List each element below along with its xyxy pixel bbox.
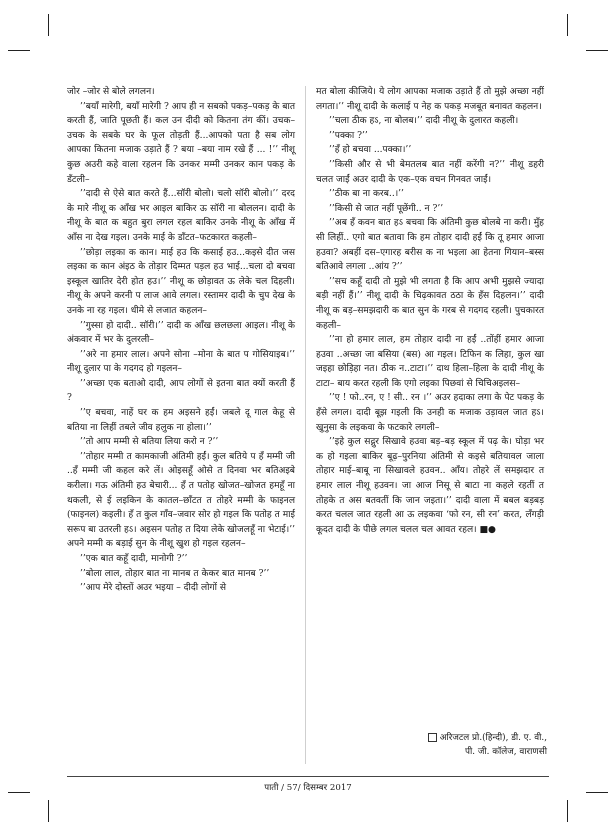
paragraph <box>67 348 295 377</box>
paragraph <box>316 187 544 202</box>
paragraph <box>316 129 544 144</box>
signature-line-2: पी. जी. कॉलेज, वाराणसी <box>464 747 547 757</box>
paragraph-text: ’’बोला लाल, तोहार बात ना मानब त केकर बात मानब ?’’ <box>80 568 270 579</box>
crop-mark <box>8 50 30 51</box>
crop-mark <box>48 800 49 822</box>
paragraph <box>67 567 295 582</box>
paragraph <box>316 158 544 187</box>
paragraph <box>316 391 544 435</box>
right-column <box>316 85 544 537</box>
paragraph <box>316 114 544 129</box>
paragraph-text: ’’ए ! फो..रन, ए ! सी.. रन ।’’ अउर हदाका लगा के पेट पकड़ के हँसे लगल। दादी बूझ गइली कि उनही क मजाक उड़ावल जात हऽ। खुनुसा के लइकवा के फटकारे लगली– <box>316 393 544 433</box>
paragraph-text: ’’हँ हो बचवा ...पक्का।’’ <box>329 145 412 156</box>
paragraph-text: ’’ठीक बा ना करब..।’’ <box>329 189 404 200</box>
paragraph-text: ’’चला ठीक हऽ, ना बोलब।’’ दादी नीशू के दुलारत कहली। <box>329 116 519 127</box>
column-divider <box>305 86 306 764</box>
paragraph-text: ’’गुस्सा हो दादी.. सॉरी।’’ दादी क आँख छलछला आइल। नीशू के अंकवार में भर के दुलरली– <box>67 320 295 346</box>
left-column <box>67 85 295 596</box>
paragraph <box>67 552 295 567</box>
signature-affiliation: अरिजटल प्रो.(हिन्दी), डी. ए. वी., <box>439 733 547 743</box>
paragraph <box>67 581 295 596</box>
paragraph-text: ’’किसी से जात नहीं पूछेंगी.. न ?’’ <box>329 203 444 214</box>
paragraph <box>316 202 544 217</box>
paragraph-text: ’’बयाँ मारेगी, बयाँ मारेगी ? आप ही न सबको पकड़–पकड़ के बात करती हैं, जाति पूछती हैं। कल उन दीदी को कितना तंग कीं। उचक–उचक के सबके घर के फूल तोड़ती हैं...आपको पता है सब लोग आपका कितना मजाक उड़ाते हैं ? बया –बया नाम रखे हैं ... !’’ नीशू कुछ अउरी कहे वाला रहलन कि उनकर मम्मी उनकर कान पकड़ के डँटली– <box>67 101 295 185</box>
paragraph-text: ’’अब हँ कवन बात हऽ बचवा कि अंतिमी कुछ बोलबे ना करी। मुँह सी लिहीं.. एगो बात बतावा कि हम तोहार दादी हईं कि तू हमार आजा हउवा? अबहीं दस–एगारह बरीस क ना भइला आ हेतना गियान–बस्स बतिआवे लगला ..आंय ?’’ <box>316 218 544 273</box>
paragraph-text: ’’अरे ना हमार लाल। अपने सोना –मोना के बात प गोसियाइब।’’ नीशू दुलार पा के गदगद हो गइलन– <box>67 349 295 375</box>
paragraph <box>67 187 295 245</box>
end-mark-icon: ■● <box>479 523 496 535</box>
paragraph <box>67 85 295 100</box>
paragraph-text: ’’छोड़ा लइका क कान। माई हउ कि कसाई हउ...कइसे दीत जस लइका क कान अंइठ के तोड़ार दिम्मत पड़ल हउ भाई...चला दो बचवा इस्कूल खातिर देरी होत हउ।’’ नीशू क छोड़ावत ऊ लेके चल दिहली। नीशू के अपने करनी प लाज आवे लगल। रस्तामर दादी के चुप देख के उनके ना रह गइल। धीमे से लजात कहलन– <box>67 247 295 316</box>
paragraph-text: ’’पक्का ?’’ <box>329 130 368 141</box>
paragraph-text: मत बोला कीजिये। ये लोग आपका मजाक उड़ाते हैं तो मुझे अच्छा नहीं लगता।’’ नीशू दादी के कलाई प नेह क पकड़ मजबूत बनावत कहलन। <box>316 87 544 112</box>
paragraph <box>316 143 544 158</box>
paragraph-text: जोर –जोर से बोले लगलन। <box>67 87 155 97</box>
author-signature <box>397 731 547 759</box>
paragraph <box>316 435 544 537</box>
paragraph-text: ’’सच कहूँ दादी तो मुझे भी लगता है कि आप अभी मुझसे ज्यादा बड़ी नहीं हैं।’’ नीशू दादी के चिढ़कावत ठठा के हँस दिहलन।’’ दादी नीशू क बड़–समझदारी क बात सुन के गरब से गदगद रहली। पुचकारत कहली– <box>316 276 544 331</box>
paragraph-text: ’’एक बात कहूँ दादी, मानोगी ?’’ <box>80 554 188 564</box>
paragraph <box>316 85 544 114</box>
paragraph <box>67 406 295 435</box>
paragraph <box>67 377 295 406</box>
paragraph-text: ’’ना हो हमार लाल, हम तोहार दादी ना हईं ..तोंहीं हमार आजा हउवा ..अच्छा जा बसिया (बस) आ गइल। टिफिन क लिहा, कुल खा जइहा छोड़िहा नत। ठीक न..टाटा।’’ दाथ हिला–हिला के दादी नीशू के टाटा– बाय करत रहली कि एगो लइका पिछवां से चिचिअइलस– <box>316 335 544 389</box>
signature-line-1 <box>397 731 547 745</box>
paragraph <box>316 275 544 333</box>
paragraph <box>316 216 544 274</box>
paragraph-text: ’’अच्छा एक बताओ दादी, आप लोगों से इतना बात क्यों करती हैं ? <box>67 378 295 404</box>
paragraph-text: ’’ए बचवा, नाहें घर क हम अइसने हईं। जबले दू गाल केहू से बतिया ना लिहीं तबले जीव हलुक ना होला।’’ <box>67 408 295 433</box>
paragraph-text: ’’तो आप मम्मी से बतिया लिया करो न ?’’ <box>80 437 219 448</box>
paragraph <box>67 246 295 319</box>
paragraph-text: ’’आप मेरे दोस्तों अउर भइया – दीदी लोगों से <box>80 583 226 594</box>
paragraph-text: ’’किसी और से भी बेमतलब बात नहीं करेंगी न?’’ नीशू डहरी चलत जाईं अउर दादी के एक–एक वचन गिनवत जाईं। <box>316 159 544 185</box>
paragraph <box>67 450 295 552</box>
paragraph <box>67 100 295 188</box>
paragraph <box>67 319 295 348</box>
square-bullet-icon <box>428 733 437 742</box>
page-footer: पाती / 57/ दिसम्बर 2017 <box>264 783 352 793</box>
paragraph-text: ’’तोहार मम्मी त कामकाजी अंतिमी हईं। कुल बतिये प हँ मम्मी जी ..हँ मम्मी जी कहल करे लें। ओइसहूँ ओसे त दिनवा भर बतिअइबे करीला। गऊ अंतिमी हउ बेचारी... हँ त पतोह खोजत–खोजत हमहूँ ना थकली, से ई लइकिन के कातल–छाँटत त तोहरे मम्मी के फाइनल (फाइनल) कइली। हँ त कुल गाँव–जवार सोर हो गइल कि पतोह त माई सरूप बा उतरली हऽ। अइसन पतोह त दिया लेके खोजलहूँ ना भेटाई।’’ अपने मम्मी क बड़ाई सुन के नीशू खुश हो गइल रहलन– <box>67 451 295 550</box>
footer-rule <box>67 776 549 777</box>
crop-mark <box>586 50 608 51</box>
paragraph <box>67 435 295 450</box>
crop-mark <box>567 14 568 36</box>
paragraph <box>316 333 544 391</box>
paragraph-text: ’’इहे कुल सद्गुर सिखावे हउवा बड़–बड़ स्कूल में पढ़ के। घोड़ा भर क हो गइला बाकिर बूढ़–पुरनिया अंतिमी से कइसे बतियावल जाला तोहार माई–बाबू ना सिखावले हउवन.. आँय। तोहरे लें समझदार त हमार लाल नीशू हउवन। जा आज निसू से बाटा ना कहले रहतीं त तोहके त अस बतवतीं कि जान जइता।’’ दादी वाला में बबल बड़बड़ करत चलल जात रहली आ ऊ लइकवा ‘फो रन, सी रन’ करत, लँगड़ी कूदत दादी के पीछे लगल चलल चल आवत रहल। <box>316 437 544 535</box>
crop-mark <box>48 14 49 36</box>
crop-mark <box>567 800 568 822</box>
paragraph-text: ’’दादी से ऐसे बात करते हैं...सॉरी बोलो। चलो सॉरी बोलो।’’ दरद के मारे नीशू क आँख भर आइल बाकिर ऊ सॉरी ना बोललन। दादी के नीशू के बात क बहुत बुरा लगल रहल बाकिर उनके नीशू के आँख में आँस ना देख गइल। उनके माई के डाँटत–फटकारत कहली– <box>67 189 295 243</box>
